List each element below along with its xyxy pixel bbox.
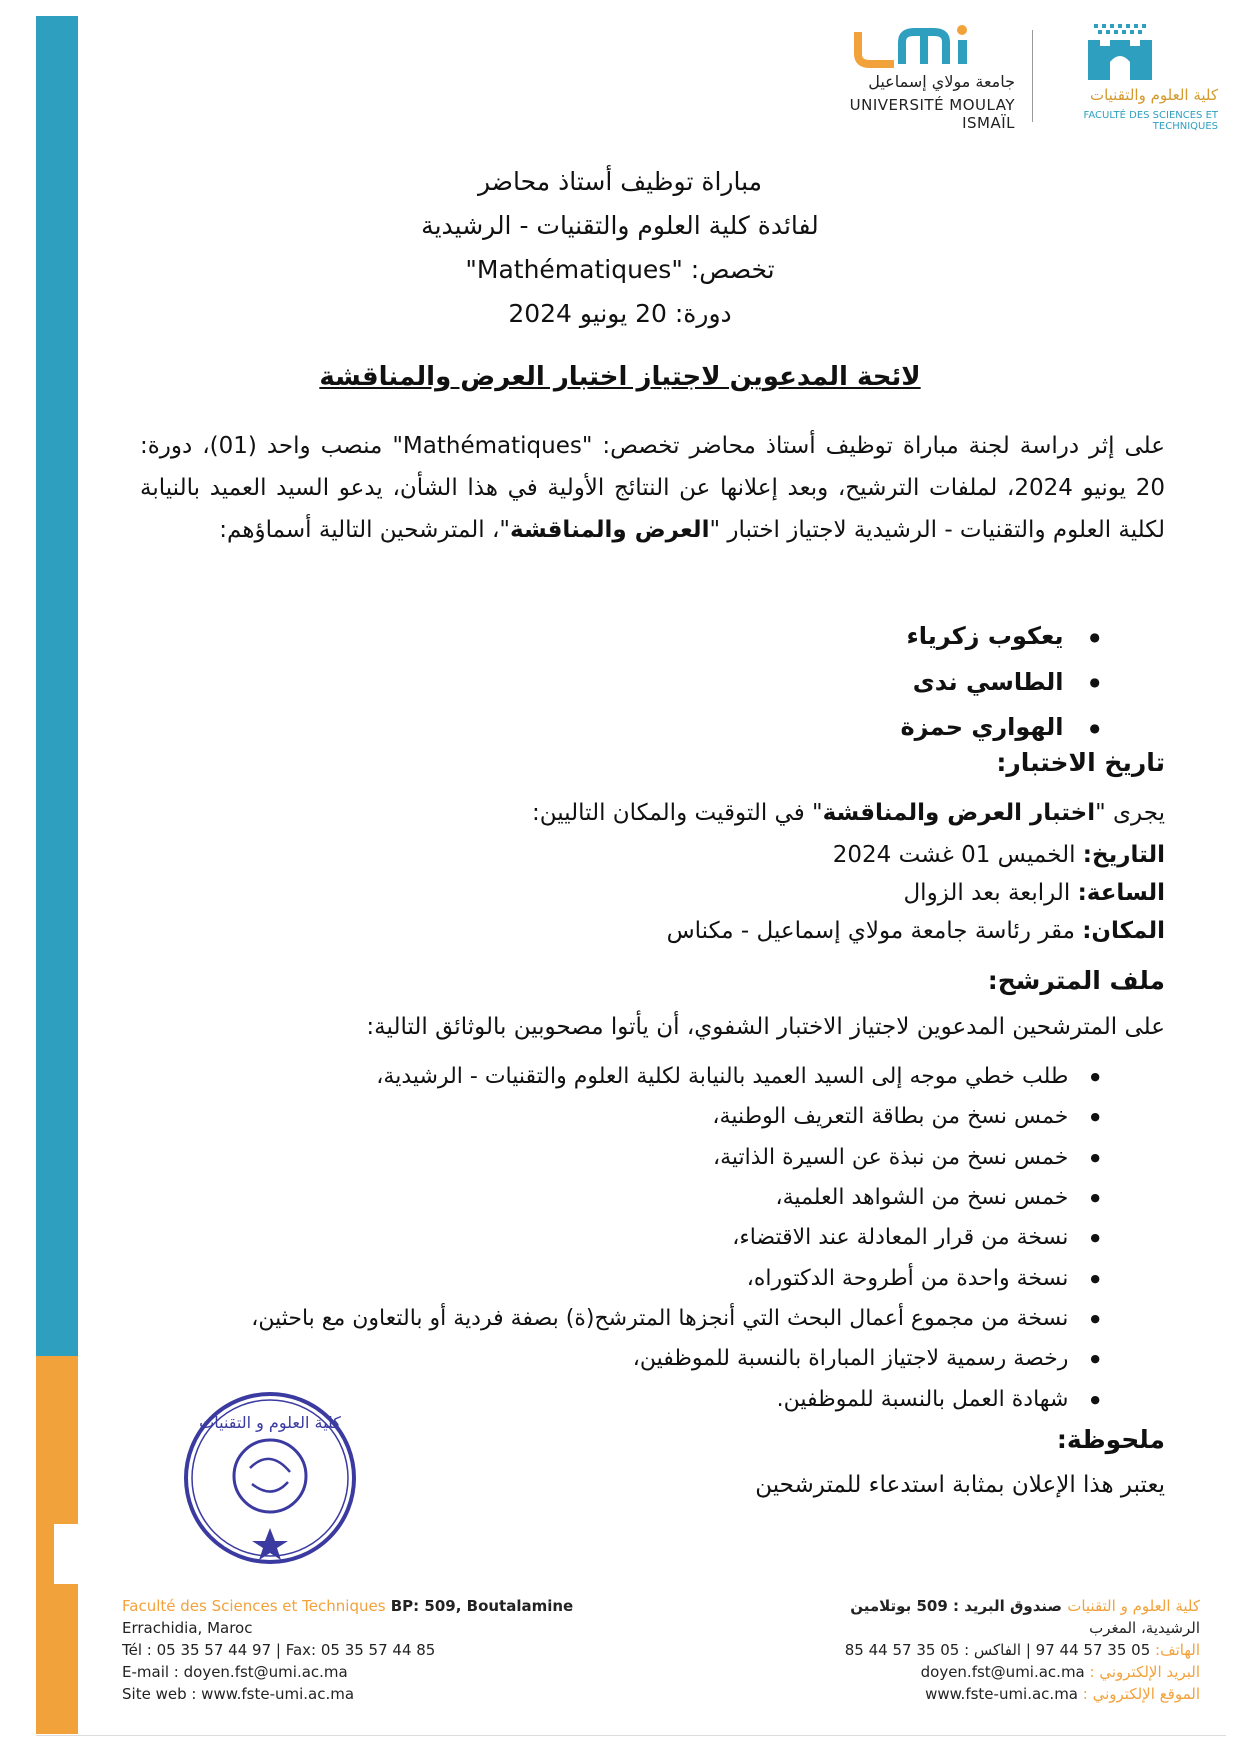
footer-phone-line-ar [660,1639,1200,1661]
footer-web-label-ar: الموقع الإلكتروني : [1078,1685,1200,1703]
exam-date-label: التاريخ: [1082,842,1165,868]
candidate-item: ● يعكوب زكرياء [140,614,1100,660]
footer-phone-fr: Tél : 05 35 57 44 97 | Fax: 05 35 57 44 85 [122,1641,436,1659]
document-item: ● خمس نسخ من الشواهد العلمية، [140,1178,1100,1218]
title-line-2: لفائدة كلية العلوم والتقنيات - الرشيدية [421,211,819,240]
intro-paragraph [140,425,1165,551]
footer-city-ar: الرشيدية، المغرب [1089,1619,1200,1637]
header-divider [1032,30,1033,122]
exam-intro [140,800,1165,826]
footer-contact-arabic [660,1595,1200,1705]
umi-name-arabic: جامعة مولاي إسماعيل [868,72,1015,91]
exam-date-line [140,842,1165,868]
exam-time-label: الساعة: [1077,880,1165,906]
intro-text-1: على إثر دراسة لجنة مباراة توظيف أستاذ محاضر تخصص: "Mathématiques" منصب واحد (01)، دورة: 20 يونيو 2024، لملفات الترشيح، وبعد إعلانها عن النتائج الأولية في هذا الشأن، يدعو السيد العميد بالنيابة لكلية العلوم والتقنيات - الرشيدية لاجتياز اختبار " [140,433,1166,543]
footer-email-label-ar: البريد الإلكتروني : [1084,1663,1200,1681]
intro-text-2: "، المترشحين التالية أسماؤهم: [219,517,511,543]
title-line-1: مباراة توظيف أستاذ محاضر [477,167,763,196]
footer-email-fr: E-mail : doyen.fst@umi.ac.ma [122,1663,348,1681]
footer-web-line-ar [660,1683,1200,1705]
candidate-item: ● الهواري حمزة [140,705,1100,751]
footer-bp-ar: صندوق البريد : 509 بوتلامين [850,1597,1068,1615]
dossier-heading: ملف المترشح: [987,966,1165,995]
documents-list [140,1057,1100,1420]
exam-time-line [140,880,1165,906]
dossier-intro: على المترشحين المدعوين لاجتياز الاختبار الشفوي، أن يأتوا مصحوبين بالوثائق التالية: [366,1014,1165,1040]
fst-building-icon [1080,22,1160,82]
exam-intro-pre: يجرى " [1095,800,1165,826]
official-stamp [180,1388,360,1568]
exam-place-value: مقر رئاسة جامعة مولاي إسماعيل - مكناس [666,918,1083,944]
candidates-list [140,614,1100,751]
exam-place-label: المكان: [1082,918,1165,944]
footer-web-fr: Site web : www.fste-umi.ac.ma [122,1685,355,1703]
exam-date-value: الخميس 01 غشت 2024 [832,842,1083,868]
footer-phone-ar: 05 35 57 44 97 | الفاكس : 05 35 57 44 85 [844,1641,1151,1659]
footer-divider [36,1735,1226,1736]
document-item: ● طلب خطي موجه إلى السيد العميد بالنيابة لكلية العلوم والتقنيات - الرشيدية، [140,1057,1100,1097]
footer-address-line [122,1595,642,1617]
title-line-4: دورة: 20 يونيو 2024 [508,299,732,328]
footer-contact-french [122,1595,642,1705]
document-item: ● شهادة العمل بالنسبة للموظفين. [140,1380,1100,1420]
document-item: ● رخصة رسمية لاجتياز المباراة بالنسبة للموظفين، [140,1339,1100,1379]
footer-city-fr: Errachidia, Maroc [122,1619,253,1637]
announcement-title [200,160,1040,336]
footer-phone-label-ar: الهاتف: [1150,1641,1200,1659]
fst-name-arabic: كلية العلوم والتقنيات [1089,86,1218,104]
fst-name-french: FACULTÉ DES SCIENCES ET TECHNIQUES [1083,110,1218,132]
footer-address-line-ar [660,1595,1200,1617]
stamp-text: كلية العلوم و التقنيات [199,1413,341,1432]
footer-org-fr: Faculté des Sciences et Techniques [122,1597,386,1615]
umi-name-french: UNIVERSITÉ MOULAY ISMAÏL [849,96,1015,132]
umi-logo-mark [850,24,1010,68]
side-bar-notch [54,1524,78,1584]
exam-date-heading: تاريخ الاختبار: [996,748,1165,777]
exam-time-value: الرابعة بعد الزوال [903,880,1078,906]
note-text: يعتبر هذا الإعلان بمثابة استدعاء للمترشحين [755,1472,1165,1498]
footer-org-ar: كلية العلوم و التقنيات [1067,1597,1200,1615]
exam-place-line [140,918,1165,944]
intro-text-bold: العرض والمناقشة [510,517,710,543]
footer-email-line-ar [660,1661,1200,1683]
document-item: ● نسخة من مجموع أعمال البحث التي أنجزها المترشح(ة) بصفة فردية أو بالتعاون مع باحثين، [140,1299,1100,1339]
umi-logo [820,24,1020,132]
footer-email-ar: doyen.fst@umi.ac.ma [920,1663,1085,1681]
title-line-3: تخصص: "Mathématiques" [465,255,775,284]
exam-intro-post: " في التوقيت والمكان التاليين: [531,800,823,826]
exam-intro-bold: اختبار العرض والمناقشة [822,800,1096,826]
note-heading: ملحوظة: [1056,1425,1165,1454]
footer-web-ar: www.fste-umi.ac.ma [925,1685,1079,1703]
document-item: ● خمس نسخ من بطاقة التعريف الوطنية، [140,1097,1100,1137]
fst-logo [1040,22,1220,132]
footer-bp-fr: BP: 509, Boutalamine [385,1597,574,1615]
side-color-bar [36,16,78,1734]
document-item: ● نسخة واحدة من أطروحة الدكتوراه، [140,1259,1100,1299]
document-item: ● نسخة من قرار المعادلة عند الاقتضاء، [140,1218,1100,1258]
list-title: لائحة المدعوين لاجتياز اختبار العرض والمناقشة [319,362,921,392]
candidate-item: ● الطاسي ندى [140,660,1100,706]
document-item: ● خمس نسخ من نبذة عن السيرة الذاتية، [140,1138,1100,1178]
